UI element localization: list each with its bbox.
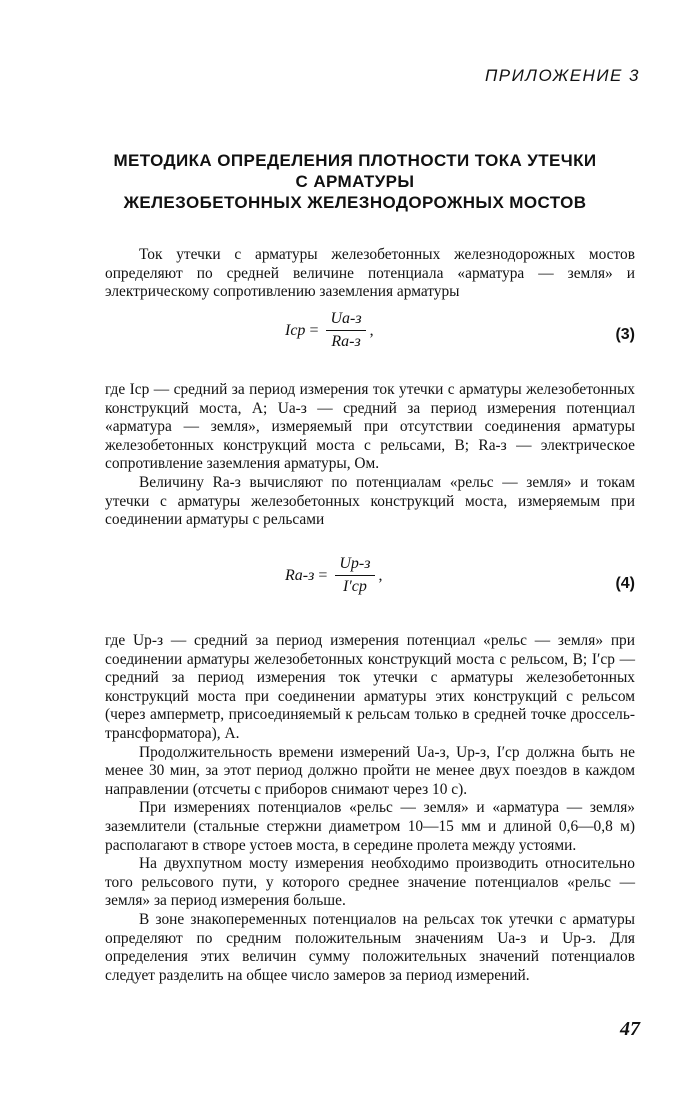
alternating-zone-paragraph: В зоне знакопеременных потенциалов на рельсах ток утечки с арматуры определяют по средним положительным значениям Uа-з и Uр-з. Для определения этих величин сумму положительных значений потенциалов следует разделить на общее число замеров за период измерений. (105, 910, 635, 984)
equation-4-fraction (335, 555, 374, 596)
page-number: 47 (620, 1018, 640, 1040)
equation-4-number: (4) (615, 575, 635, 592)
title-line-2: С АРМАТУРЫ (295, 172, 415, 191)
eq4-where-paragraph: где Uр-з — средний за период измерения потенциал «рельс — земля» при соединении арматуры железобетонных конструкций моста с рельсом, В; I′ср — средний за период измерения ток утечки с арматуры железобетонных конструкций моста при соединении арматуры этих конструкций с рельсом (через амперметр, присоединяемый к рельсам только в средней точке дроссель-трансформатора), А. (105, 632, 635, 742)
equation-3-lhs: Iср (285, 321, 306, 339)
eq4-where-block (105, 632, 635, 985)
eq3-where-block (105, 381, 635, 530)
intro-block (105, 246, 635, 302)
equation-3-denominator: Rа-з (331, 333, 361, 350)
equation-3-number: (3) (615, 326, 635, 343)
double-track-paragraph: На двухпутном мосту измерения необходимо производить относительно того рельсового пути, у которого среднее значение потенциалов «рельс — земля» за период измерения больше. (105, 855, 635, 910)
r-intro-paragraph: Величину Rа-з вычисляют по потенциалам «рельс — земля» и токам утечки с арматуры железобетонных конструкций моста, измеряемым при соединении арматуры с рельсами (105, 473, 635, 529)
equation-4 (105, 553, 635, 617)
appendix-heading: ПРИЛОЖЕНИЕ 3 (484, 66, 640, 85)
document-title (70, 150, 640, 213)
equation-4-lhs: Rа-з (285, 566, 315, 584)
equation-3-numerator: Uа-з (326, 310, 365, 331)
equation-4-formula: Rа-з = $\frac{Uр-з}{I'ср}$ , (285, 555, 383, 595)
equation-3 (105, 308, 635, 364)
duration-paragraph: Продолжительность времени измерений Uа-з, Uр-з, I′ср должна быть не менее 30 мин, за этот период должно пройти не менее двух поездов в каждом направлении (отсчеты с приборов снимают через 10 с). (105, 743, 635, 798)
intro-paragraph: Ток утечки с арматуры железобетонных железнодорожных мостов определяют по средней величине потенциала «арматура — земля» и электрическому сопротивлению заземления арматуры (105, 246, 635, 301)
measure-paragraph: При измерениях потенциалов «рельс — земля» и «арматура — земля» заземлители (стальные стержни диаметром 10—15 мм и длиной 0,6—0,8 м) располагают в створе устоев моста, в середине пролета между устоями. (105, 799, 635, 854)
equation-4-numerator: Uр-з (335, 555, 374, 576)
equation-3-formula: Iср = $\frac{Uа-з}{Rа-з}$ , (285, 310, 374, 350)
equation-4-denominator: I′ср (342, 578, 367, 595)
title-line-3: ЖЕЛЕЗОБЕТОННЫХ ЖЕЛЕЗНОДОРОЖНЫХ МОСТОВ (123, 193, 587, 212)
title-line-1: МЕТОДИКА ОПРЕДЕЛЕНИЯ ПЛОТНОСТИ ТОКА УТЕЧКИ (113, 151, 597, 170)
eq3-where-paragraph: где Iср — средний за период измерения ток утечки с арматуры железобетонных конструкций моста, А; Uа-з — средний за период измерения потенциал «арматура — земля», измеряемый при отсутствии соединения арматуры железобетонных конструкций моста с рельсами, В; Rа-з — электрическое сопротивление заземления арматуры, Ом. (105, 381, 635, 473)
equation-3-fraction (326, 310, 365, 351)
